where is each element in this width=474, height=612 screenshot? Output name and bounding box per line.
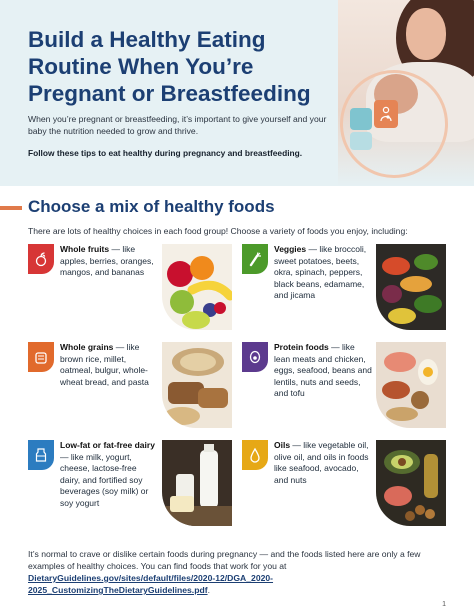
food-group-name: Low-fat or fat-free dairy [60,440,155,450]
food-group-name: Protein foods [274,342,329,352]
hero-intro: When you’re pregnant or breastfeeding, it’s important to give yourself and your baby the nutrition needed to grow and thrive. [28,114,327,136]
footer-text: It’s normal to crave or dislike certain foods during pregnancy — and the foods listed here are only a few examples of healthy choices. You can find foods that work for you at [28,549,421,571]
food-group-description: — like apples, berries, oranges, mangos, and bananas [60,244,154,278]
grain-icon [28,342,54,372]
food-group-protein [242,342,447,434]
hero-banner [0,0,474,186]
nursing-icon [374,100,398,128]
food-group-description: — like lean meats and chicken, eggs, seafood, beans and lentils, nuts and seeds, and tofu [274,342,372,399]
food-group-name: Whole fruits [60,244,110,254]
food-group-text [274,244,372,302]
food-group-veggies [242,244,447,336]
footer-note [28,548,448,596]
food-group-name: Whole grains [60,342,114,352]
food-group-text [60,244,158,279]
food-group-description: — like milk, yogurt, cheese, lactose-free dairy, and fortified soy beverages (soy milk) or soy yogurt [60,451,149,508]
food-group-fruits [28,244,233,336]
fruit-icon [28,244,54,274]
veggie-icon [242,244,268,274]
food-group-grains [28,342,233,434]
food-group-oils [242,440,447,532]
protein-icon [242,342,268,372]
food-group-name: Oils [274,440,291,450]
food-group-text [274,440,372,486]
page-title-line-3: Pregnant or Breastfeeding [28,81,311,106]
oils-photo [376,440,446,526]
decorative-tile [350,132,372,150]
protein-photo [376,342,446,428]
food-group-description: — like broccoli, sweet potatoes, beets, okra, spinach, peppers, black beans, edamame, and jicama [274,244,367,301]
decorative-tile [350,108,372,130]
page-title-line-2: Routine When You’re [28,54,254,79]
page-title-line-1: Build a Healthy Eating [28,27,266,52]
section-title: Choose a mix of healthy foods [28,197,275,216]
fruits-photo [162,244,232,330]
section-intro: There are lots of healthy choices in each food group! Choose a variety of foods you enjoy, including: [28,226,408,236]
food-group-text [60,440,158,510]
food-group-text [60,342,158,388]
dairy-photo [162,440,232,526]
food-group-description: — like brown rice, millet, oatmeal, bulgur, whole-wheat bread, and pasta [60,342,149,387]
page-number: 1 [442,601,446,608]
section-accent-bar [0,206,22,210]
page-title [28,26,348,107]
grains-photo [162,342,232,428]
veggies-photo [376,244,446,330]
food-group-name: Veggies [274,244,307,254]
food-group-description: — like vegetable oil, olive oil, and oils in foods like seafood, avocado, and nuts [274,440,369,485]
hero-tips: Follow these tips to eat healthy during pregnancy and breastfeeding. [28,148,303,158]
dairy-icon [28,440,54,470]
oil-icon [242,440,268,470]
food-group-dairy [28,440,233,532]
footer-end: . [207,585,210,595]
dietary-guidelines-link[interactable]: DietaryGuidelines.gov/sites/default/files/2020-12/DGA_2020-2025_CustomizingTheDietaryGuidelines.pdf [28,573,274,595]
food-group-text [274,342,372,400]
